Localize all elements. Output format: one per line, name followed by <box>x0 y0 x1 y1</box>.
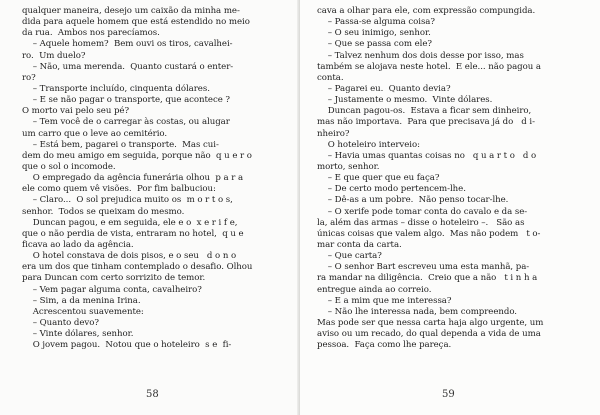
text-line: – Sim, a da menina Irina. <box>22 295 141 306</box>
text-line: – De certo modo pertencem-lhe. <box>317 184 466 195</box>
text-line: – E que quer que eu faça? <box>317 173 440 184</box>
text-line: – O seu inimigo, senhor. <box>317 28 431 39</box>
text-line: aviso ou um recado, do qual dependa a vida de uma <box>317 329 541 340</box>
text-line: pessoa. Faça como lhe pareça. <box>317 340 452 351</box>
text-line: O hotel constava de dois pisos, e o seu d o n o <box>22 251 237 262</box>
text-line: ficava ao lado da agência. <box>22 239 134 250</box>
text-line: cava a olhar para ele, com expressão compungida. <box>317 6 536 16</box>
text-line: – Vem pagar alguma conta, cavalheiro? <box>22 284 202 295</box>
text-line: – Passa-se alguma coisa? <box>317 17 435 28</box>
text-line: – Vinte dólares, senhor. <box>22 329 134 340</box>
text-line: dem do meu amigo em seguida, porque não q u e r o <box>22 150 252 161</box>
text-line: – Justamente o mesmo. Vinte dólares. <box>317 95 493 106</box>
text-line: – Dê-as a um pobre. Não penso tocar-lhe. <box>317 195 509 206</box>
text-line: morto, senhor. <box>317 161 380 172</box>
text-line: – O xerife pode tomar conta do cavalo e da se- <box>317 206 528 217</box>
text-line: Duncan pagou, e em seguida, ele e o x e r i f e, <box>22 217 238 228</box>
text-line: – O senhor Bart escreveu uma esta manhã, pa- <box>317 262 530 273</box>
text-line: dida para aquele homem que está estendido no meio <box>22 17 250 28</box>
text-line: O morto vai pelo seu pé? <box>22 106 130 117</box>
text-line: – Claro... O sol prejudica muito os m o r t o s, <box>22 195 233 206</box>
text-line: que o não perdia de vista, entraram no hotel, q u e <box>22 228 244 239</box>
text-line: – Que se passa com ele? <box>317 39 432 50</box>
text-line: – E se não pagar o transporte, que acontece ? <box>22 95 230 106</box>
text-line: – Transporte incluído, cinquenta dólares. <box>22 83 210 94</box>
text-line: – Não lhe interessa nada, bem compreendo. <box>317 306 517 317</box>
text-line: – Não, uma merenda. Quanto custará o enter- <box>22 61 234 72</box>
text-line: ro. Um duelo? <box>22 50 86 61</box>
text-line: entregue ainda ao correio. <box>317 284 432 295</box>
text-line: – Está bem, pagarei o transporte. Mas cui- <box>22 139 219 150</box>
text-line: Acrescentou suavemente: <box>22 306 144 317</box>
text-line: senhor. Todos se queixam do mesmo. <box>22 206 185 217</box>
text-line: – Aquele homem? Bem ouvi os tiros, cavalhei- <box>22 39 233 50</box>
text-line: ra mandar na diligência. Creio que a não t i n h a <box>317 273 538 284</box>
text-line: ro? <box>22 72 36 83</box>
text-line: – Pagarei eu. Quanto devia? <box>317 83 451 94</box>
text-line: para Duncan com certo sorrizito de temor. <box>22 273 206 284</box>
left-page-text <box>22 6 290 351</box>
text-line: – Quanto devo? <box>22 317 99 328</box>
text-line: nheiro? <box>317 128 350 139</box>
text-line: da rua. Ambos nos parecíamos. <box>22 28 160 39</box>
left-page-number: 58 <box>146 389 159 400</box>
text-line: conta. <box>317 72 344 83</box>
text-line: qualquer maneira, desejo um caixão da minha me- <box>22 6 240 16</box>
text-line: Duncan pagou-os. Estava a ficar sem dinheiro, <box>317 106 532 117</box>
right-page-number: 59 <box>442 389 455 400</box>
text-line: – Havia umas quantas coisas no q u a r t o d o <box>317 150 537 161</box>
text-line: era um dos que tinham contemplado o desafio. Olhou <box>22 262 253 273</box>
text-line: – Tem você de o carregar às costas, ou alugar <box>22 117 230 128</box>
text-line: O hoteleiro interveio: <box>317 139 420 150</box>
text-line: mar conta da carta. <box>317 239 402 250</box>
text-line: la, além das armas – disse o hoteleiro –. São as <box>317 217 525 228</box>
text-line: que o sol o incomode. <box>22 161 116 172</box>
text-line: Mas pode ser que nessa carta haja algo urgente, um <box>317 317 544 328</box>
text-line: únicas coisas que valem algo. Mas não podem t o- <box>317 228 541 239</box>
text-line: mas não importava. Para que precisava já do d i- <box>317 117 535 128</box>
text-line: – Que carta? <box>317 251 382 262</box>
text-line: – Talvez nenhum dos dois desse por isso, mas <box>317 50 524 61</box>
right-page <box>300 0 600 415</box>
text-line: ele como quem vê visões. Por fim balbuciou: <box>22 184 216 195</box>
text-line: O empregado da agência funerária olhou p a r a <box>22 173 244 184</box>
right-page-text <box>317 6 585 351</box>
text-line: – E a mim que me interessa? <box>317 295 452 306</box>
text-line: um carro que o leve ao cemitério. <box>22 128 168 139</box>
text-line: também se alojava neste hotel. E ele... não pagou a <box>317 61 541 72</box>
text-line: O jovem pagou. Notou que o hoteleiro s e fi- <box>22 340 232 351</box>
